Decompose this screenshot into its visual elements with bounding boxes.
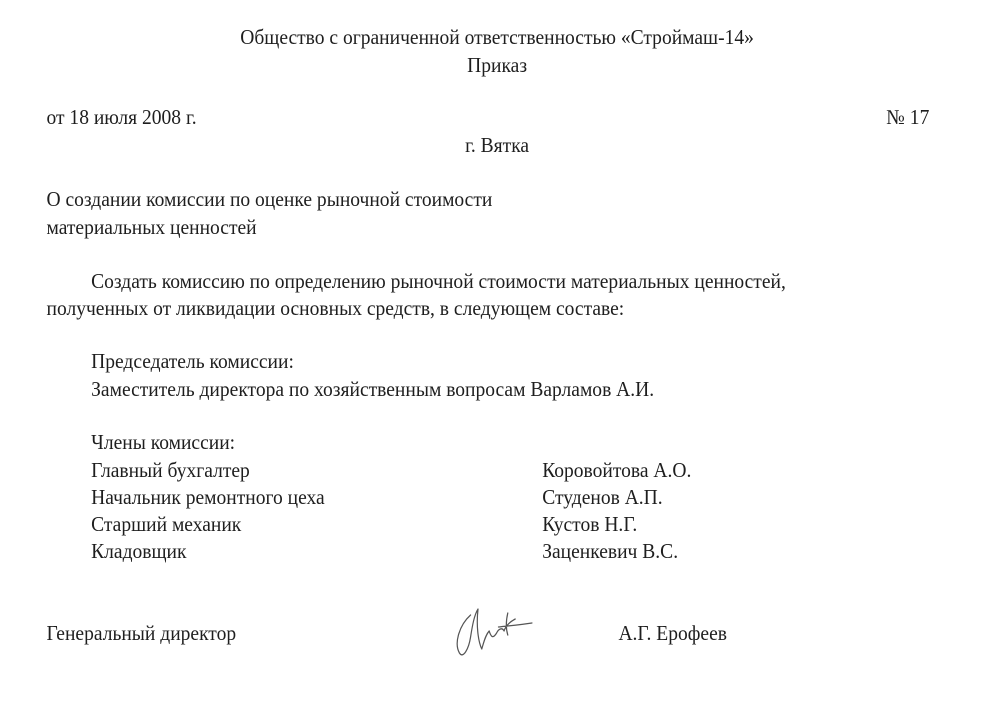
member-position: Кладовщик [91, 539, 187, 563]
document-type: Приказ [467, 53, 528, 77]
organization-name: Общество с ограниченной ответственностью «Строймаш-14» [240, 25, 754, 49]
members-label: Члены комиссии: [91, 430, 236, 454]
body-line-1: Создать комиссию по определению рыночной стоимости материальных ценностей, [91, 269, 786, 293]
member-position: Главный бухгалтер [91, 458, 250, 482]
document-date: от 18 июля 2008 г. [46, 105, 197, 129]
subject-line-1: О создании комиссии по оценке рыночной стоимости [46, 187, 493, 211]
member-name: Коровойтова А.О. [542, 458, 692, 482]
handwritten-signature [450, 603, 536, 663]
chairman-value: Заместитель директора по хозяйственным вопросам Варламов А.И. [91, 377, 655, 401]
signatory-name: А.Г. Ерофеев [618, 621, 727, 645]
document-number: № 17 [886, 105, 930, 129]
member-name: Кустов Н.Г. [542, 512, 638, 536]
document-city: г. Вятка [465, 133, 530, 157]
signatory-title: Генеральный директор [46, 621, 237, 645]
subject-line-2: материальных ценностей [46, 215, 257, 239]
chairman-label: Председатель комиссии: [91, 349, 294, 373]
member-name: Студенов А.П. [542, 485, 663, 509]
member-position: Старший механик [91, 512, 242, 536]
body-line-2: полученных от ликвидации основных средств, в следующем составе: [46, 296, 625, 320]
member-name: Заценкевич В.С. [542, 539, 679, 563]
member-position: Начальник ремонтного цеха [91, 485, 325, 509]
